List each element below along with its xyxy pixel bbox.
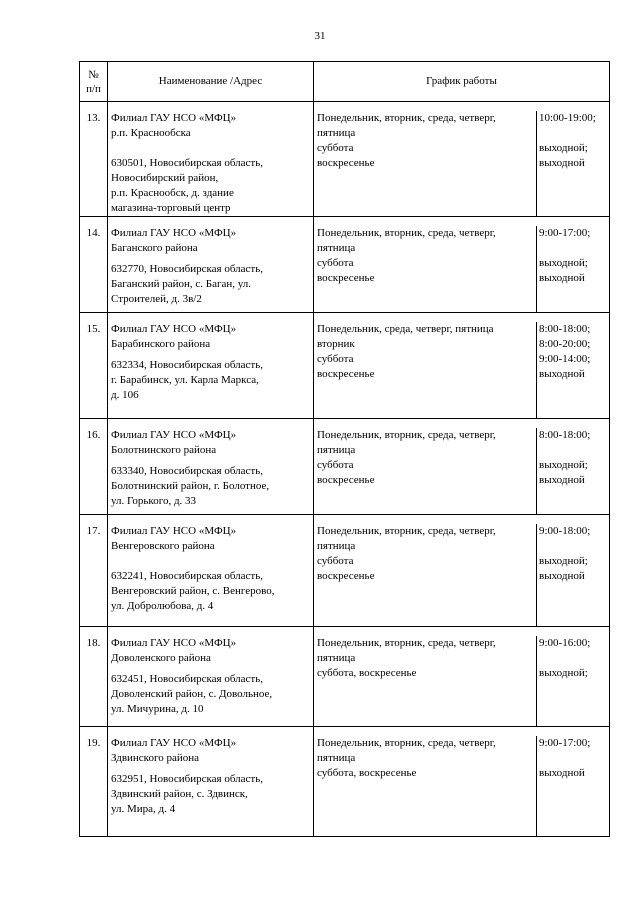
branch-address-line: д. 106 bbox=[111, 389, 139, 401]
schedule-day-line: пятница bbox=[317, 127, 356, 139]
schedule-time-line: 9:00-17:00; bbox=[539, 227, 591, 239]
schedule-time-line: выходной bbox=[539, 767, 585, 779]
schedule-time-line bbox=[539, 751, 609, 766]
schedule-time-line bbox=[539, 241, 609, 256]
schedule-days bbox=[314, 636, 536, 681]
schedule-day-line: пятница bbox=[317, 540, 356, 552]
branch-schedule bbox=[314, 313, 610, 419]
schedule-day-line: Понедельник, вторник, среда, четверг, bbox=[317, 525, 496, 537]
schedule-time-line: выходной bbox=[539, 272, 585, 284]
branch-name-line: Филиал ГАУ НСО «МФЦ» bbox=[111, 637, 237, 649]
row-number: 18. bbox=[80, 627, 108, 727]
branch-address-line: ул. Добролюбова, д. 4 bbox=[111, 600, 214, 612]
table-row bbox=[80, 727, 610, 837]
schedule-days bbox=[314, 322, 536, 382]
schedule-time-line: 8:00-18:00; bbox=[539, 323, 591, 335]
branch-schedule bbox=[314, 419, 610, 515]
table-row bbox=[80, 419, 610, 515]
schedule-day-line: Понедельник, вторник, среда, четверг, bbox=[317, 429, 496, 441]
branch-address-line: 630501, Новосибирская область, bbox=[111, 157, 263, 169]
schedule-time-line: выходной; bbox=[539, 257, 588, 269]
schedule-day-line: суббота bbox=[317, 459, 354, 471]
branch-address-line: Венгеровский район, с. Венгерово, bbox=[111, 585, 275, 597]
schedule-time-line: 9:00-16:00; bbox=[539, 637, 591, 649]
schedule-day-line: пятница bbox=[317, 752, 356, 764]
schedule-day-line: пятница bbox=[317, 242, 356, 254]
branch-name-line: Доволенского района bbox=[111, 652, 211, 664]
branch-address-line: Болотнинский район, г. Болотное, bbox=[111, 480, 270, 492]
branch-name-line: Венгеровского района bbox=[111, 540, 215, 552]
branch-schedule bbox=[314, 217, 610, 313]
schedule-times bbox=[536, 111, 609, 217]
schedule-times bbox=[536, 226, 609, 313]
branch-address-line: Здвинский район, с. Здвинск, bbox=[111, 788, 248, 800]
header-schedule: График работы bbox=[314, 62, 610, 102]
schedule-time-line: выходной bbox=[539, 570, 585, 582]
branch-name-address bbox=[108, 419, 314, 515]
branch-name-address bbox=[108, 627, 314, 727]
branch-schedule bbox=[314, 102, 610, 217]
schedule-time-line: выходной bbox=[539, 368, 585, 380]
branch-name-line: Барабинского района bbox=[111, 338, 211, 350]
schedule-time-line bbox=[539, 539, 609, 554]
schedule-time-line bbox=[539, 651, 609, 666]
schedule-times bbox=[536, 428, 609, 515]
schedule-time-line bbox=[539, 126, 609, 141]
schedule-time-line: выходной; bbox=[539, 459, 588, 471]
schedule-day-line: суббота, воскресенье bbox=[317, 767, 417, 779]
schedule-day-line: воскресенье bbox=[317, 368, 375, 380]
schedule-day-line: суббота bbox=[317, 257, 354, 269]
schedule-day-line: Понедельник, вторник, среда, четверг, bbox=[317, 637, 496, 649]
branch-address-line: р.п. Краснообск, д. здание bbox=[111, 187, 234, 199]
schedule-times bbox=[536, 736, 609, 837]
schedule-days bbox=[314, 524, 536, 584]
schedule-day-line: Понедельник, вторник, среда, четверг, bbox=[317, 737, 496, 749]
schedule-day-line: суббота bbox=[317, 353, 354, 365]
branch-name-address bbox=[108, 727, 314, 837]
schedule-day-line: пятница bbox=[317, 652, 356, 664]
row-number: 17. bbox=[80, 515, 108, 627]
branch-name-line: Болотнинского района bbox=[111, 444, 217, 456]
branch-name-address bbox=[108, 515, 314, 627]
branch-name-address bbox=[108, 217, 314, 313]
branch-address-line: Строителей, д. 3в/2 bbox=[111, 293, 202, 305]
schedule-times bbox=[536, 322, 609, 419]
schedule-day-line: вторник bbox=[317, 338, 355, 350]
schedule-days bbox=[314, 111, 536, 171]
schedule-time-line: выходной; bbox=[539, 667, 588, 679]
schedule-time-line: 9:00-17:00; bbox=[539, 737, 591, 749]
row-number: 16. bbox=[80, 419, 108, 515]
header-name-address: Наименование /Адрес bbox=[108, 62, 314, 102]
branch-address-line: Баганский район, с. Баган, ул. bbox=[111, 278, 252, 290]
schedule-days bbox=[314, 226, 536, 286]
row-number: 13. bbox=[80, 102, 108, 217]
branch-address-line: 632334, Новосибирская область, bbox=[111, 359, 263, 371]
branch-name-line: Баганского района bbox=[111, 242, 198, 254]
schedule-time-line: 10:00-19:00; bbox=[539, 112, 596, 124]
branch-name-line: Филиал ГАУ НСО «МФЦ» bbox=[111, 323, 237, 335]
schedule-times bbox=[536, 524, 609, 627]
schedule-days bbox=[314, 428, 536, 488]
schedule-day-line: Понедельник, среда, четверг, пятница bbox=[317, 323, 494, 335]
row-number: 14. bbox=[80, 217, 108, 313]
schedule-day-line: суббота bbox=[317, 555, 354, 567]
branch-address-line: Новосибирский район, bbox=[111, 172, 219, 184]
schedule-time-line: 8:00-18:00; bbox=[539, 429, 591, 441]
branch-name-line: Филиал ГАУ НСО «МФЦ» bbox=[111, 525, 237, 537]
schedule-time-line: выходной; bbox=[539, 142, 588, 154]
branch-address-line: 632451, Новосибирская область, bbox=[111, 673, 263, 685]
schedule-time-line: выходной bbox=[539, 157, 585, 169]
branch-name-line: Филиал ГАУ НСО «МФЦ» bbox=[111, 112, 237, 124]
branch-address-line: 632770, Новосибирская область, bbox=[111, 263, 263, 275]
branch-schedule bbox=[314, 515, 610, 627]
header-number-line1: № bbox=[88, 68, 99, 81]
table-header-row bbox=[80, 62, 610, 102]
schedule-day-line: суббота, воскресенье bbox=[317, 667, 417, 679]
schedule-day-line: Понедельник, вторник, среда, четверг, bbox=[317, 112, 496, 124]
schedule-day-line: воскресенье bbox=[317, 570, 375, 582]
schedule-times bbox=[536, 636, 609, 727]
branch-address-line: магазина-торговый центр bbox=[111, 202, 231, 214]
header-number-line2: п/п bbox=[86, 82, 101, 95]
branch-address-line: ул. Горького, д. 33 bbox=[111, 495, 197, 507]
schedule-time-line: выходной bbox=[539, 474, 585, 486]
table-row bbox=[80, 313, 610, 419]
table-row bbox=[80, 217, 610, 313]
schedule-days bbox=[314, 736, 536, 781]
table-row bbox=[80, 627, 610, 727]
schedule-day-line: воскресенье bbox=[317, 272, 375, 284]
row-number: 19. bbox=[80, 727, 108, 837]
schedule-day-line: Понедельник, вторник, среда, четверг, bbox=[317, 227, 496, 239]
branch-name-address bbox=[108, 313, 314, 419]
schedule-day-line: пятница bbox=[317, 444, 356, 456]
branch-address-line: Доволенский район, с. Довольное, bbox=[111, 688, 273, 700]
page-number: 31 bbox=[314, 30, 326, 42]
schedule-time-line: 8:00-20:00; bbox=[539, 338, 591, 350]
branch-address-line: ул. Мичурина, д. 10 bbox=[111, 703, 204, 715]
table-row bbox=[80, 515, 610, 627]
schedule-time-line: 9:00-18:00; bbox=[539, 525, 591, 537]
branch-name-line: Филиал ГАУ НСО «МФЦ» bbox=[111, 227, 237, 239]
schedule-day-line: воскресенье bbox=[317, 474, 375, 486]
branch-address-line: ул. Мира, д. 4 bbox=[111, 803, 176, 815]
branch-address-line: 633340, Новосибирская область, bbox=[111, 465, 263, 477]
schedule-day-line: суббота bbox=[317, 142, 354, 154]
header-number bbox=[80, 62, 108, 102]
branch-address-line: 632951, Новосибирская область, bbox=[111, 773, 263, 785]
table-row bbox=[80, 102, 610, 217]
row-number: 15. bbox=[80, 313, 108, 419]
branch-name-line: Филиал ГАУ НСО «МФЦ» bbox=[111, 429, 237, 441]
branch-name-line: р.п. Краснообска bbox=[111, 127, 191, 139]
branch-name-line: Филиал ГАУ НСО «МФЦ» bbox=[111, 737, 237, 749]
branch-schedule bbox=[314, 727, 610, 837]
schedule-time-line: выходной; bbox=[539, 555, 588, 567]
branch-schedule bbox=[314, 627, 610, 727]
schedule-time-line: 9:00-14:00; bbox=[539, 353, 591, 365]
branch-address-line: г. Барабинск, ул. Карла Маркса, bbox=[111, 374, 259, 386]
branch-address-line: 632241, Новосибирская область, bbox=[111, 570, 263, 582]
branches-schedule-table bbox=[79, 61, 610, 837]
branch-name-line: Здвинского района bbox=[111, 752, 199, 764]
schedule-time-line bbox=[539, 443, 609, 458]
branch-name-address bbox=[108, 102, 314, 217]
schedule-day-line: воскресенье bbox=[317, 157, 375, 169]
